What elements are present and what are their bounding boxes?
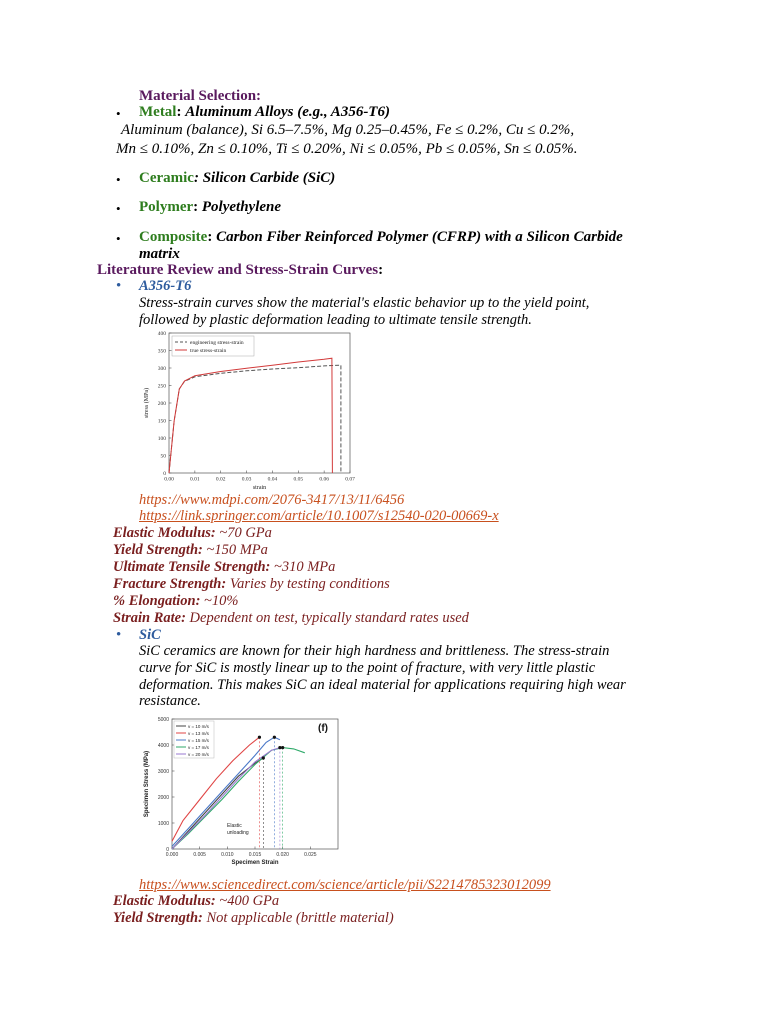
bullet-ceramic: • — [116, 172, 121, 187]
sic-desc-line3: deformation. This makes SiC an ideal material for applications requiring high wear — [139, 677, 626, 693]
sic-link-sciencedirect[interactable]: https://www.sciencedirect.com/science/article/pii/S2214785323012099 — [139, 877, 551, 893]
sic-desc-line4: resistance. — [139, 693, 201, 709]
property-label: Strain Rate: — [113, 610, 186, 626]
metal-composition-line2: Mn ≤ 0.10%, Zn ≤ 0.10%, Ti ≤ 0.20%, Ni ≤ 0.05%, Pb ≤ 0.05%, Sn ≤ 0.05%. — [116, 141, 578, 157]
a356-desc-line2: followed by plastic deformation leading to ultimate tensile strength. — [139, 312, 532, 328]
property-value: ~150 MPa — [206, 542, 268, 558]
metal-value: Aluminum Alloys (e.g., A356-T6) — [185, 104, 390, 120]
y-tick-label: 4000 — [157, 743, 169, 749]
a356-link-mdpi[interactable]: https://www.mdpi.com/2076-3417/13/11/6456 — [139, 492, 405, 508]
property-value: Varies by testing conditions — [229, 576, 390, 592]
property-value: ~70 GPa — [219, 525, 272, 541]
sic-desc-line1: SiC ceramics are known for their high hardness and brittleness. The stress-strain — [139, 643, 610, 659]
metal-label: Metal — [139, 104, 177, 120]
annotation-line2: unloading — [227, 830, 249, 836]
fracture-point — [258, 736, 261, 739]
ceramic-value: : Silicon Carbide (SiC) — [193, 170, 336, 186]
y-axis-label: Specimen Stress (MPa) — [144, 750, 150, 818]
x-tick-label: 0.005 — [193, 852, 206, 858]
property-label: Elastic Modulus: — [113, 525, 216, 541]
sic-title: SiC — [139, 627, 161, 643]
property-value: ~400 GPa — [219, 893, 280, 909]
x-tick-label: 0.07 — [345, 476, 355, 483]
x-tick-label: 0.04 — [267, 476, 278, 483]
sic-stress-strain-chart — [139, 713, 347, 871]
x-tick-label: 0.05 — [293, 476, 304, 483]
property-label: Fracture Strength: — [113, 576, 227, 592]
y-tick-label: 0 — [163, 471, 166, 477]
bullet-sic: • — [116, 627, 122, 643]
x-tick-label: 0.020 — [276, 852, 289, 858]
property-row — [113, 610, 469, 627]
property-label: Elastic Modulus: — [113, 893, 216, 909]
property-row — [113, 593, 238, 610]
property-label: % Elongation: — [113, 593, 201, 609]
composite-colon: : — [207, 229, 213, 245]
polymer-label: Polymer — [139, 199, 194, 215]
a356-stress-strain-chart — [139, 330, 361, 493]
bullet-composite: • — [116, 231, 121, 246]
bullet-a356: • — [116, 278, 122, 294]
property-row — [113, 576, 390, 593]
x-tick-label: 0.02 — [215, 476, 226, 483]
property-row — [113, 910, 394, 927]
panel-label: (f) — [318, 723, 328, 734]
legend-label: v = 20 m/s — [188, 752, 209, 757]
property-row — [113, 559, 335, 576]
bullet-metal: • — [116, 106, 121, 121]
x-tick-label: 0.06 — [319, 476, 329, 483]
y-axis-label: stress (MPa) — [144, 387, 150, 419]
y-tick-label: 100 — [157, 436, 166, 442]
y-tick-label: 2000 — [157, 795, 169, 801]
composite-value-line2: matrix — [139, 246, 180, 262]
fracture-point — [278, 746, 281, 749]
literature-review-heading — [97, 262, 383, 279]
material-selection-heading: Material Selection: — [139, 88, 262, 104]
ceramic-item — [139, 170, 335, 187]
y-tick-label: 150 — [157, 418, 166, 425]
y-tick-label: 350 — [157, 348, 166, 355]
x-tick-label: 0.015 — [248, 852, 262, 858]
y-tick-label: 400 — [157, 331, 166, 337]
y-tick-label: 3000 — [157, 769, 169, 775]
polymer-item — [139, 199, 281, 216]
literature-review-heading-text: Literature Review and Stress-Strain Curves — [97, 262, 379, 278]
legend-label: v = 13 m/s — [188, 731, 209, 736]
y-tick-label: 300 — [157, 366, 166, 372]
fracture-point — [273, 736, 276, 739]
metal-colon: : — [176, 104, 182, 120]
property-row — [113, 893, 279, 910]
a356-desc-line1: Stress-strain curves show the material's elastic behavior up to the yield point, — [139, 295, 590, 311]
property-value: Not applicable (brittle material) — [206, 910, 394, 926]
x-tick-label: 0.025 — [304, 852, 317, 858]
x-tick-label: 0.000 — [165, 852, 179, 858]
fracture-point — [281, 746, 284, 749]
property-row — [113, 542, 268, 559]
x-tick-label: 0.010 — [221, 852, 234, 858]
legend-label: v = 17 m/s — [188, 745, 209, 750]
property-label: Ultimate Tensile Strength: — [113, 559, 271, 575]
bullet-polymer: • — [116, 201, 121, 216]
y-tick-label: 1000 — [157, 821, 169, 827]
legend-label: engineering stress-strain — [190, 340, 244, 346]
fracture-point — [262, 756, 265, 759]
property-label: Yield Strength: — [113, 910, 203, 926]
property-value: ~310 MPa — [274, 559, 336, 575]
composite-value-line1: Carbon Fiber Reinforced Polymer (CFRP) with a Silicon Carbide — [216, 229, 623, 245]
property-value: Dependent on test, typically standard rates used — [189, 610, 469, 626]
composite-item — [139, 229, 623, 246]
ceramic-label: Ceramic — [139, 170, 194, 186]
x-tick-label: 0.00 — [164, 476, 174, 483]
y-tick-label: 250 — [157, 383, 166, 390]
polymer-value: Polyethylene — [201, 199, 282, 215]
a356-link-springer[interactable]: https://link.springer.com/article/10.1007/s12540-020-00669-x — [139, 508, 499, 524]
y-tick-label: 0 — [166, 847, 169, 853]
composite-label: Composite — [139, 229, 208, 245]
x-tick-label: 0.01 — [190, 476, 200, 483]
legend-label: true stress-strain — [190, 348, 227, 354]
polymer-colon: : — [193, 199, 199, 215]
legend-label: v = 10 m/s — [188, 724, 209, 729]
a356-title: A356-T6 — [139, 278, 192, 294]
property-row — [113, 525, 272, 542]
y-tick-label: 200 — [157, 401, 166, 407]
legend-label: v = 15 m/s — [188, 738, 209, 743]
y-tick-label: 50 — [160, 453, 166, 460]
x-tick-label: 0.03 — [241, 476, 252, 483]
sic-desc-line2: curve for SiC is mostly linear up to the point of fracture, with very little plastic — [139, 660, 596, 676]
property-label: Yield Strength: — [113, 542, 203, 558]
y-tick-label: 5000 — [157, 717, 169, 723]
annotation-line1: Elastic — [227, 823, 242, 829]
x-axis-label: Specimen Strain — [231, 860, 279, 866]
x-axis-label: strain — [252, 485, 267, 491]
property-value: ~10% — [204, 593, 239, 609]
literature-review-heading-colon: : — [378, 262, 384, 278]
metal-item — [139, 104, 390, 121]
metal-composition-line1: Aluminum (balance), Si 6.5–7.5%, Mg 0.25–0.45%, Fe ≤ 0.2%, Cu ≤ 0.2%, — [121, 122, 575, 138]
